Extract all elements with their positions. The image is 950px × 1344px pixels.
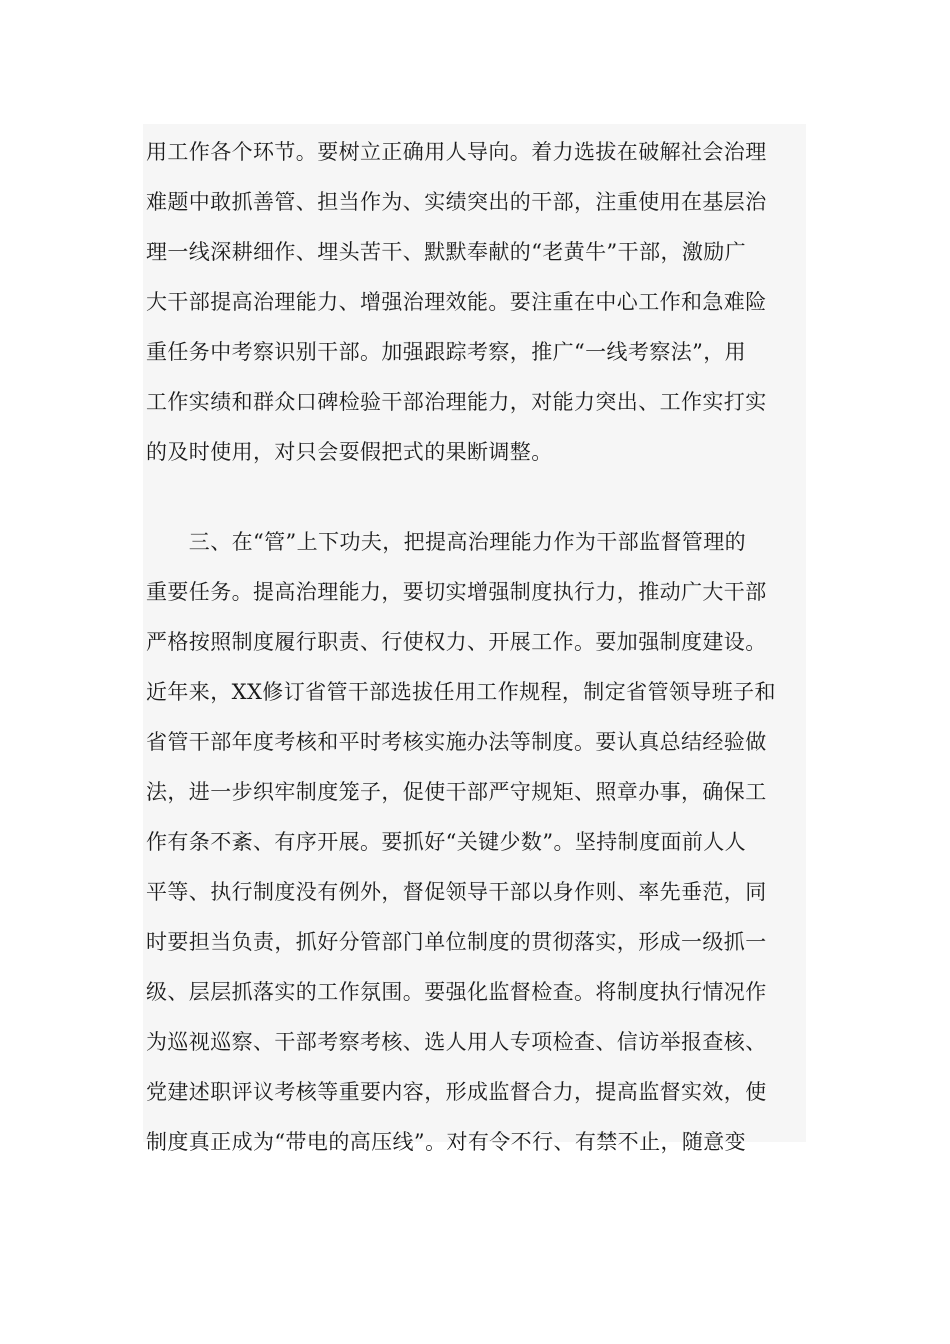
text-line: 严格按照制度履行职责、行使权力、开展工作。要加强制度建设。	[146, 630, 767, 654]
text-line: 用工作各个环节。要树立正确用人导向。着力选拔在破解社会治理	[146, 140, 767, 164]
text-line: 大干部提高治理能力、增强治理效能。要注重在中心工作和急难险	[146, 290, 767, 314]
paragraph-2	[143, 517, 806, 1167]
text-line: 近年来，XX修订省管干部选拔任用工作规程，制定省管领导班子和	[146, 680, 776, 704]
text-line: 难题中敢抓善管、担当作为、实绩突出的干部，注重使用在基层治	[146, 190, 767, 214]
text-line: 党建述职评议考核等重要内容，形成监督合力，提高监督实效，使	[146, 1080, 767, 1104]
text-line: 时要担当负责，抓好分管部门单位制度的贯彻落实，形成一级抓一	[146, 930, 767, 954]
text-line: 三、在“管”上下功夫，把提高治理能力作为干部监督管理的	[146, 530, 747, 554]
text-line: 重要任务。提高治理能力，要切实增强制度执行力，推动广大干部	[146, 580, 767, 604]
text-line: 理一线深耕细作、埋头苦干、默默奉献的“老黄牛”干部，激励广	[146, 240, 747, 264]
text-line: 省管干部年度考核和平时考核实施办法等制度。要认真总结经验做	[146, 730, 767, 754]
paragraph-1	[143, 124, 806, 477]
paragraph-gap	[143, 477, 806, 517]
text-line: 级、层层抓落实的工作氛围。要强化监督检查。将制度执行情况作	[146, 980, 767, 1004]
text-line: 工作实绩和群众口碑检验干部治理能力，对能力突出、工作实打实	[146, 390, 767, 414]
text-line: 为巡视巡察、干部考察考核、选人用人专项检查、信访举报查核、	[146, 1030, 767, 1054]
text-line: 平等、执行制度没有例外，督促领导干部以身作则、率先垂范，同	[146, 880, 767, 904]
document-body	[143, 124, 806, 1154]
text-line: 的及时使用，对只会耍假把式的果断调整。	[146, 440, 553, 464]
text-line: 重任务中考察识别干部。加强跟踪考察，推广“一线考察法”，用	[146, 340, 747, 364]
text-line: 作有条不紊、有序开展。要抓好“关键少数”。坚持制度面前人人	[146, 830, 747, 854]
text-line: 制度真正成为“带电的高压线”。对有令不行、有禁不止，随意变	[146, 1130, 747, 1154]
text-line: 法，进一步织牢制度笼子，促使干部严守规矩、照章办事，确保工	[146, 780, 767, 804]
